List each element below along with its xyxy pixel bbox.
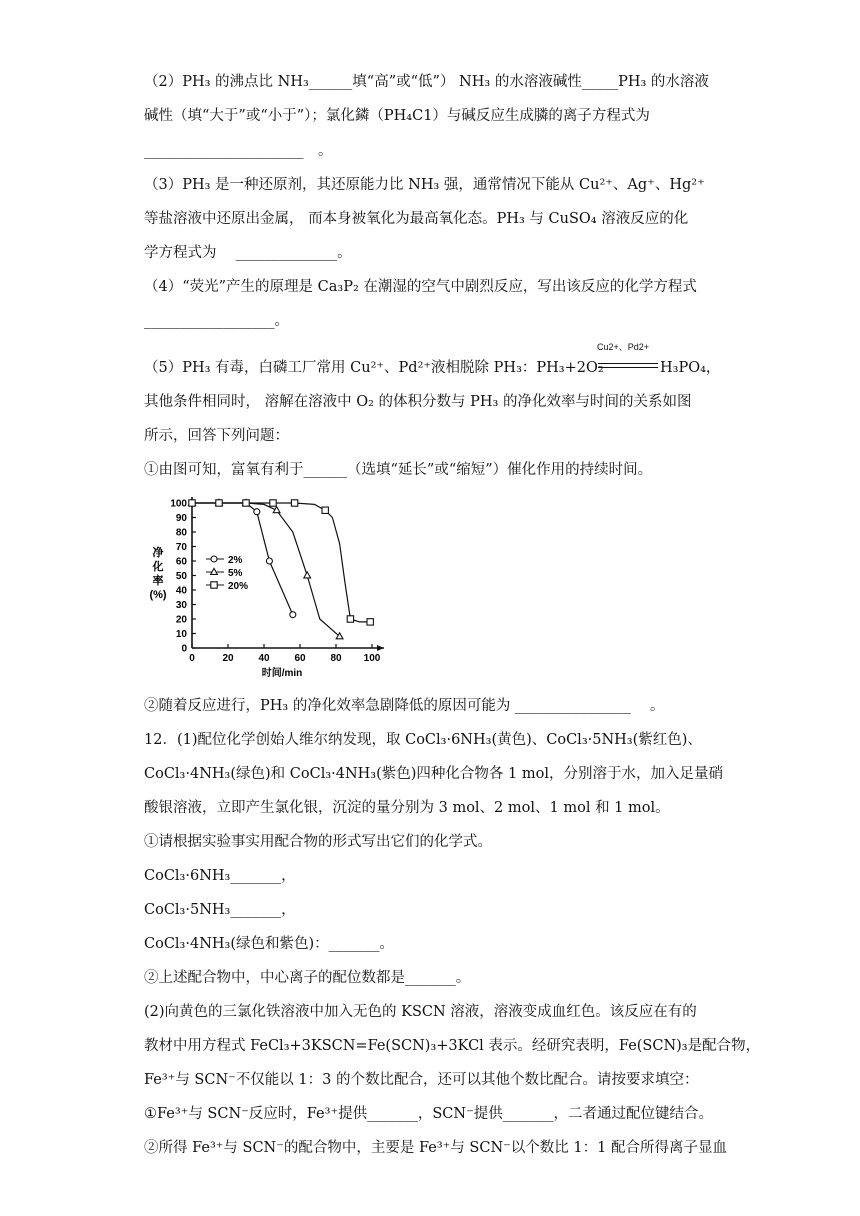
x-axis-label: 时间/min: [261, 668, 303, 679]
text-line: CoCl₃·4NH₃(绿色)和 CoCl₃·4NH₃(紫色)四种化合物各 1 mol，分别溶于水，加入足量硝: [144, 766, 723, 782]
series-line-square: [192, 503, 370, 622]
text-line: 12．(1)配位化学创始人维尔纳发现，取 CoCl₃·6NH₃(黄色)、CoCl₃·5NH₃(紫红色)、: [144, 732, 702, 748]
data-point-20pct: [243, 500, 249, 506]
y-tick-label: 80: [175, 527, 187, 539]
x-tick-label: 20: [222, 653, 234, 664]
data-point-20pct: [270, 500, 276, 506]
y-tick-label: 100: [170, 498, 187, 510]
x-tick-label: 60: [294, 653, 306, 664]
data-point-2pct: [266, 558, 272, 564]
text-line: ②所得 Fe³⁺与 SCN⁻的配合物中，主要是 Fe³⁺与 SCN⁻以个数比 1：1 配合所得离子显血: [144, 1140, 727, 1156]
text-line: （3）PH₃ 是一种还原剂，其还原能力比 NH₃ 强，通常情况下能从 Cu²⁺、Ag⁺、Hg²⁺: [144, 177, 705, 193]
y-tick-label: 0: [181, 643, 187, 655]
y-tick-label: 60: [175, 556, 187, 568]
text-line: 等盐溶液中还原出金属， 而本身被氧化为最高氧化态。PH₃ 与 CuSO₄ 溶液反应的化: [144, 211, 689, 227]
text-line: 所示，回答下列问题：: [144, 428, 289, 444]
data-point-20pct: [189, 500, 195, 506]
text-line: ______________________ 。: [144, 143, 333, 159]
y-tick-label: 10: [175, 629, 187, 640]
x-tick-label: 80: [330, 653, 342, 664]
data-point-2pct: [211, 556, 217, 562]
data-point-20pct: [322, 507, 328, 513]
legend-label: 5%: [228, 568, 243, 579]
text-line: 酸银溶液，立即产生氯化银，沉淀的量分别为 3 mol、2 mol、1 mol 和 1 mol。: [144, 800, 670, 816]
data-point-5pct: [211, 568, 218, 574]
legend-label: 2%: [228, 555, 243, 566]
x-tick-label: 100: [363, 653, 381, 664]
text-line: 碱性（填“大于”或“小于”）；氯化鏻（PH₄C1）与碱反应生成膦的离子方程式为: [144, 108, 650, 124]
data-point-2pct: [254, 509, 260, 515]
text-line: 教材中用方程式 FeCl₃+3KSCN=Fe(SCN)₃+3KCl 表示。经研究表明，Fe(SCN)₃是配合物，: [144, 1038, 761, 1054]
text-line: ①请根据实验事实用配合物的形式写出它们的化学式。: [144, 834, 492, 850]
text-line: ②随着反应进行，PH₃ 的净化效率急剧降低的原因可能为 ________________ 。: [144, 698, 665, 714]
text-line: (2)向黄色的三氯化铁溶液中加入无色的 KSCN 溶液，溶液变成血红色。该反应在有的: [144, 1004, 697, 1020]
text-line: CoCl₃·6NH₃_______，: [144, 868, 296, 884]
data-point-20pct: [367, 619, 373, 625]
equation-arrow: [598, 367, 658, 368]
x-axis-arrow: [377, 645, 384, 651]
text-line: ②上述配合物中，中心离子的配位数都是_______。: [144, 970, 471, 986]
y-tick-label: 90: [175, 513, 187, 524]
purification-chart: [144, 488, 384, 680]
y-axis-label: 净化率(%): [149, 547, 167, 601]
text-line: __________________。: [144, 313, 289, 329]
y-tick-label: 20: [175, 614, 187, 626]
y-tick-label: 40: [175, 585, 187, 597]
text-line: H₃PO₄，: [660, 360, 721, 376]
text-line: （5）PH₃ 有毒，白磷工厂常用 Cu²⁺、Pd²⁺液相脱除 PH₃：PH₃+2O₂: [144, 360, 604, 376]
text-line: （2）PH₃ 的沸点比 NH₃______填“高”或“低”） NH₃ 的水溶液碱性_____PH₃ 的水溶液: [144, 74, 709, 90]
data-point-20pct: [347, 616, 353, 622]
text-line: 学方程式为 ______________。: [144, 245, 352, 261]
text-line: （4）“荧光”产生的原理是 Ca₃P₂ 在潮湿的空气中剧烈反应，写出该反应的化学方程式: [144, 279, 697, 295]
equation-condition: Cu2+、Pd2+: [597, 342, 650, 352]
data-point-2pct: [290, 612, 296, 618]
text-line: CoCl₃·5NH₃_______，: [144, 902, 296, 918]
data-point-20pct: [291, 500, 297, 506]
x-tick-label: 40: [258, 653, 270, 664]
y-tick-label: 70: [175, 542, 187, 553]
text-line: ①Fe³⁺与 SCN⁻反应时，Fe³⁺提供_______，SCN⁻提供_______，二者通过配位键结合。: [144, 1106, 713, 1122]
y-tick-label: 50: [175, 571, 187, 582]
legend-label: 20%: [228, 581, 249, 592]
text-line: CoCl₃·4NH₃(绿色和紫色)：_______。: [144, 936, 394, 952]
text-line: ①由图可知，富氧有利于______（选填“延长”或“缩短”）催化作用的持续时间。: [144, 462, 653, 478]
data-point-20pct: [216, 500, 222, 506]
equation-arrow: [598, 363, 658, 364]
x-tick-label: 0: [189, 653, 195, 664]
text-line: 其他条件相同时， 溶解在溶液中 O₂ 的体积分数与 PH₃ 的净化效率与时间的关系如图: [144, 394, 692, 410]
text-line: Fe³⁺与 SCN⁻不仅能以 1：3 的个数比配合，还可以其他个数比配合。请按要求填空：: [144, 1072, 699, 1088]
data-point-20pct: [211, 582, 217, 588]
data-point-5pct: [304, 572, 311, 578]
y-tick-label: 30: [175, 600, 187, 611]
